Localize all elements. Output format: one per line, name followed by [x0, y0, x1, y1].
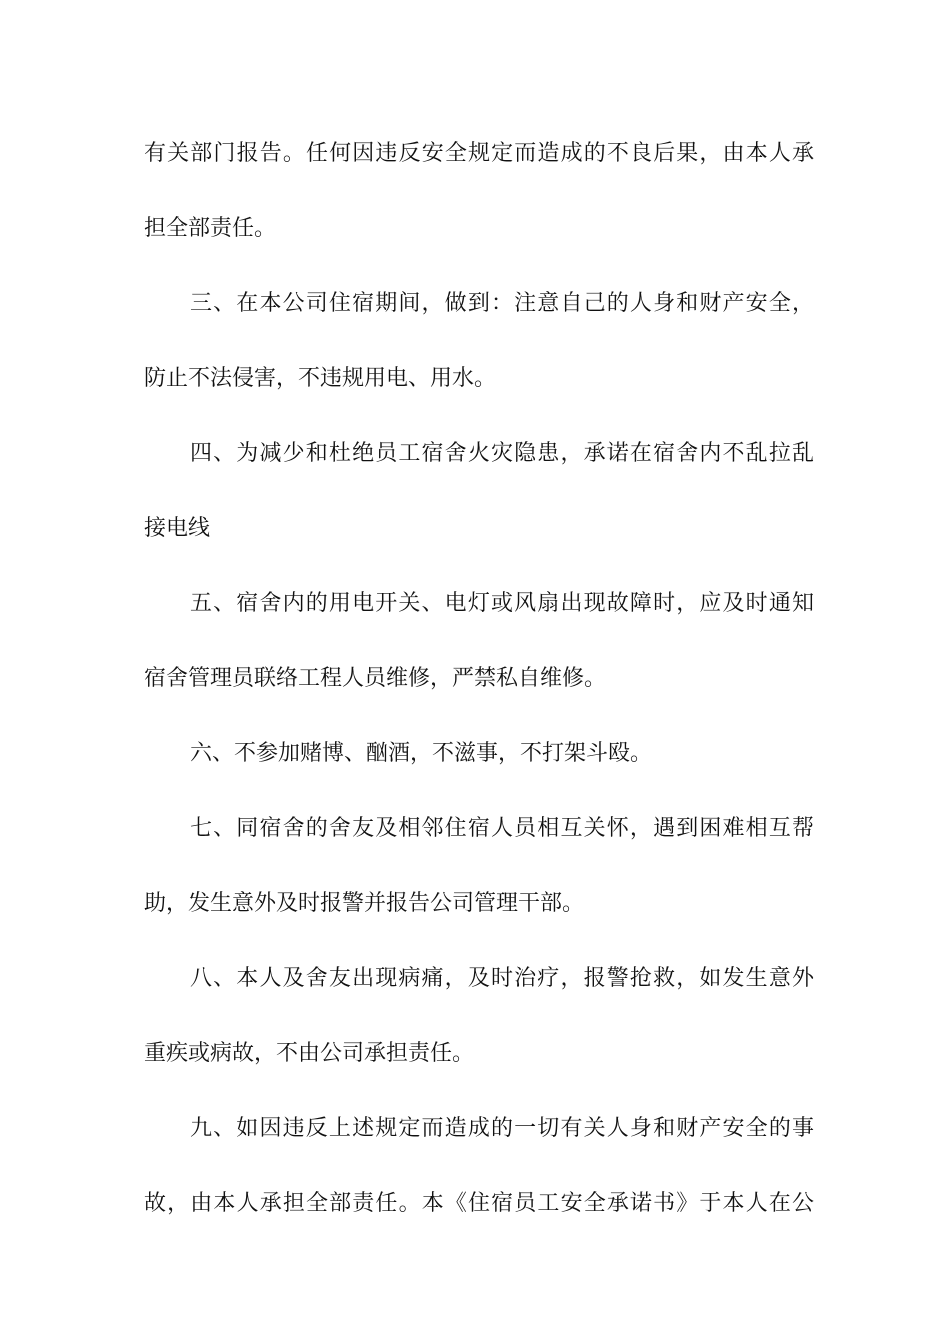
- text-line: 重疾或病故，不由公司承担责任。: [144, 1041, 475, 1066]
- paragraph-5-line: 五、宿舍内的用电开关、电灯或风扇出现故障时，应及时通知: [190, 591, 814, 616]
- paragraph-7-line: 七、同宿舍的舍友及相邻住宿人员相互关怀，遇到困难相互帮: [190, 816, 814, 841]
- text-line: 防止不法侵害，不违规用电、用水。: [144, 366, 497, 391]
- text-line: 故，由本人承担全部责任。本《住宿员工安全承诺书》于本人在公: [144, 1191, 814, 1216]
- paragraph-3-line: 三、在本公司住宿期间，做到：注意自己的人身和财产安全，: [190, 291, 814, 316]
- text-line: 担全部责任。: [144, 216, 277, 241]
- paragraph-9-line: 九、如因违反上述规定而造成的一切有关人身和财产安全的事: [190, 1116, 814, 1141]
- text-line: 接电线: [144, 516, 211, 541]
- paragraph-4-line: 四、为减少和杜绝员工宿舍火灾隐患，承诺在宿舍内不乱拉乱: [190, 441, 814, 466]
- text-line: 有关部门报告。任何因违反安全规定而造成的不良后果，由本人承: [144, 141, 814, 166]
- paragraph-6-line: 六、不参加赌博、酗酒，不滋事，不打架斗殴。: [190, 741, 653, 766]
- text-line: 助，发生意外及时报警并报告公司管理干部。: [144, 891, 585, 916]
- paragraph-8-line: 八、本人及舍友出现病痛，及时治疗，报警抢救，如发生意外: [190, 966, 814, 991]
- text-line: 宿舍管理员联络工程人员维修，严禁私自维修。: [144, 666, 607, 691]
